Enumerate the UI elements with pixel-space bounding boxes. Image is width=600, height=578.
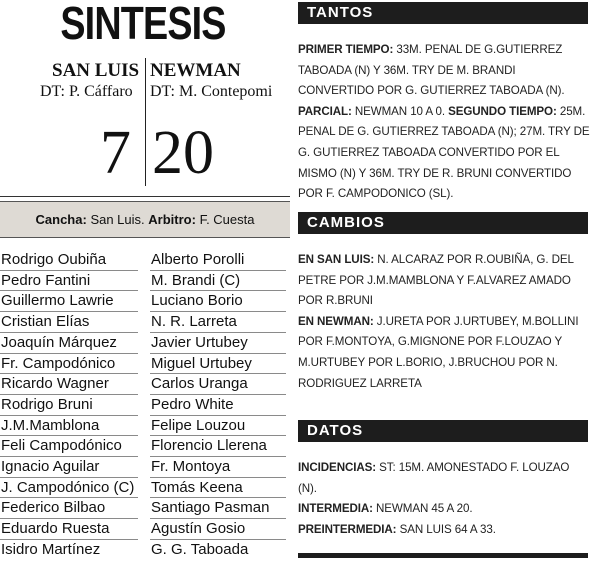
datos-intermedia [298,499,590,520]
home-player: Eduardo Ruesta [1,520,110,538]
parcial-label: PARCIAL: [298,104,352,118]
home-player: Federico Bilbao [1,499,106,517]
cambios-heading: CAMBIOS [298,212,588,234]
intermedia-label: INTERMEDIA: [298,502,373,516]
away-player: M. Brandi (C) [151,271,241,289]
away-player: Santiago Pasman [151,499,270,517]
home-score: 7 [100,119,131,187]
home-player: Isidro Martínez [1,540,101,558]
intermedia-text: NEWMAN 45 A 20. [376,502,473,516]
away-player: Luciano Borio [151,292,243,310]
away-player: Miguel Urtubey [151,354,252,372]
away-player: Felipe Louzou [151,416,246,434]
sanluis-text: N. ALCARAZ POR R.OUBIÑA, G. DEL PETRE POR J.M.MAMBLONA Y F.ALVAREZ AMADO POR R.BRUNI [298,253,574,308]
newman-label: EN NEWMAN: [298,314,374,328]
home-player: Pedro Fantini [1,271,91,289]
home-player: J. Campodónico (C) [1,478,135,496]
datos-text [298,458,590,540]
home-coach: DT: P. Cáffaro [40,83,133,100]
bottom-rule [298,553,588,558]
home-player: Ignacio Aguilar [1,458,100,475]
parcial-text: NEWMAN 10 A 0. [354,104,445,118]
away-player: Fr. Montoya [151,458,231,475]
datos-incidencias [298,458,590,499]
newman-text: J.URETA POR J.URTUBEY, M.BOLLINI POR F.MONTOYA, G.MIGNONE POR F.LOUZAO Y M.URTUBEY POR L.BORIO, J.BRUCHOU POR N. RODRIGUEZ LARRETA [298,314,579,390]
incidencias-text: ST: 15M. AMONESTADO F. LOUZAO (N). [298,461,570,495]
home-player: Joaquín Márquez [1,333,117,351]
tantos-text [298,40,590,205]
away-player: Pedro White [151,395,234,413]
home-player: Cristian Elías [1,313,90,331]
home-player: Fr. Campodónico [1,354,116,372]
sanluis-label: EN SAN LUIS: [298,253,375,266]
page-title: SINTESIS [60,0,226,49]
primer-tiempo-label: PRIMER TIEMPO: [298,43,394,56]
tantos-heading: TANTOS [298,2,588,24]
preintermedia-text: SAN LUIS 64 A 33. [399,522,496,536]
score-divider [145,58,146,186]
home-player: Guillermo Lawrie [1,292,114,310]
away-player: G. G. Taboada [151,540,249,558]
away-player: N. R. Larreta [151,313,237,331]
away-score: 20 [152,119,214,187]
datos-preintermedia [298,520,590,541]
segundo-tiempo-label: SEGUNDO TIEMPO: [448,104,557,118]
segundo-tiempo-text: 25M. PENAL DE G. GUTIERREZ TABOADA (N); 27M. TRY DE G. GUTIERREZ TABOADA CONVERTIDO POR EL MISMO (N) Y 36M. TRY DE R. BRUNI CONVERTIDO POR F. CAMPODONICO (SL). [298,104,590,201]
summary-left-column [0,0,286,578]
arbitro-label: Arbitro: [148,212,196,227]
away-player: Florencio Llerena [151,437,267,455]
cancha-value: San Luis. [90,212,145,227]
away-player: Javier Urtubey [151,333,248,351]
away-team-name: NEWMAN [150,60,241,81]
home-player: Rodrigo Oubiña [1,251,107,268]
home-player: Rodrigo Bruni [1,395,93,413]
preintermedia-label: PREINTERMEDIA: [298,522,397,536]
divider [0,196,290,197]
incidencias-label: INCIDENCIAS: [298,461,377,474]
away-coach: DT: M. Contepomi [150,83,273,100]
away-player: Carlos Uranga [151,375,248,393]
cancha-label: Cancha: [35,212,87,227]
home-player: Feli Campodónico [1,437,122,455]
away-player: Agustín Gosio [151,520,246,538]
venue-referee-box [0,201,290,238]
away-player: Alberto Porolli [151,251,245,268]
home-player: Ricardo Wagner [1,375,109,393]
cambios-text [298,250,590,394]
home-team-name: SAN LUIS [52,60,140,81]
cambios-newman [298,312,590,394]
away-player: Tomás Keena [151,478,243,496]
arbitro-value: F. Cuesta [199,212,255,227]
cambios-sanluis [298,250,590,312]
home-player: J.M.Mamblona [1,416,100,434]
primer-tiempo-text: 33M. PENAL DE G.GUTIERREZ TABOADA (N) Y 36M. TRY DE M. BRANDI CONVERTIDO POR G. GUTIERREZ TABOADA (N). [298,43,565,98]
datos-heading: DATOS [298,420,588,442]
